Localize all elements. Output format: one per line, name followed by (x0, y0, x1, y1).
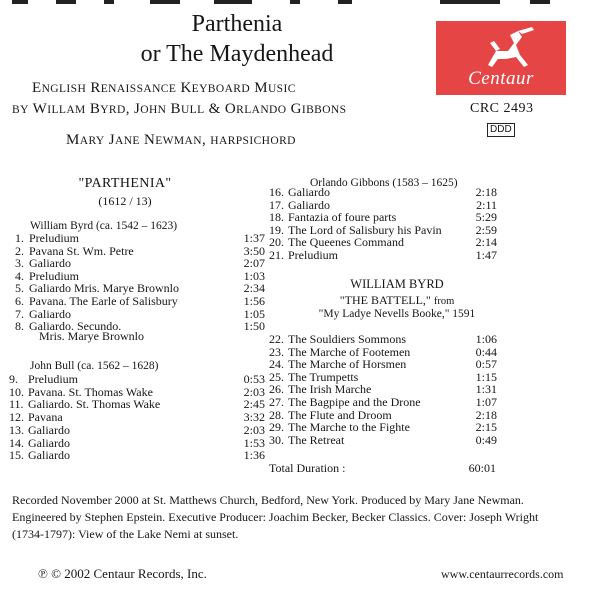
track-title: Galiardo (28, 422, 70, 437)
track-duration: 1:06 (475, 332, 497, 346)
track-duration: 2:07 (243, 256, 265, 271)
track-number: 26. (269, 382, 284, 397)
track-duration: 3:50 (243, 243, 265, 258)
track-number: 6. (15, 294, 24, 308)
track-title: The Retreat (288, 432, 345, 447)
track-duration: 2:03 (243, 422, 265, 437)
logo-text: Centaur (468, 68, 534, 89)
track-duration: 1:37 (243, 231, 265, 245)
track-number: 19. (269, 222, 284, 237)
track-number: 2. (15, 243, 24, 258)
track-title: Pavana. The Earle of Salisbury (29, 294, 178, 308)
track-number: 25. (269, 369, 284, 384)
ddd-badge: DDD (487, 123, 515, 137)
centaur-figure-icon (436, 21, 566, 71)
track-duration: 2:34 (243, 281, 265, 296)
track-number: 9. (9, 372, 18, 386)
track-number: 18. (269, 210, 284, 225)
track-duration: 0:57 (475, 357, 497, 372)
track-number: 24. (269, 357, 284, 372)
track-title: The Marche of Horsmen (288, 357, 407, 372)
track-duration: 1:07 (475, 395, 497, 409)
track-title: Preludium (288, 248, 338, 262)
track-duration: 2:18 (475, 185, 497, 199)
track-number: 7. (15, 306, 24, 321)
track-title: Pavana St. Wm. Petre (29, 243, 134, 258)
centaur-logo (436, 21, 566, 95)
track-title: The Marche to the Fighte (288, 420, 410, 435)
track-duration: 1:53 (243, 435, 265, 450)
track-duration: 1:15 (475, 369, 497, 384)
track-title: Preludium (29, 231, 79, 245)
track-number: 30. (269, 432, 284, 447)
track-number: 12. (9, 410, 24, 425)
track-duration: 0:53 (243, 372, 265, 386)
website: www.centaurrecords.com (441, 567, 564, 581)
track-duration: 0:49 (475, 432, 497, 447)
track-number: 1. (15, 231, 24, 245)
track-title: Galiardo (29, 306, 71, 321)
track-title: The Bagpipe and the Drone (288, 395, 421, 409)
track-number: 15. (9, 448, 24, 463)
track-number: 3. (15, 256, 24, 271)
track-duration: 2:59 (475, 222, 497, 237)
track-title: Galiardo (28, 448, 70, 463)
track-duration: 2:03 (243, 384, 265, 399)
track-number: 20. (269, 235, 284, 250)
track-title: The Marche of Footemen (288, 344, 411, 359)
track-title: The Lord of Salisbury his Pavin (288, 222, 442, 237)
track-number: 10. (9, 384, 24, 399)
track-title: Galiardo (29, 256, 71, 271)
track-title: The Queenes Command (288, 235, 404, 250)
track-duration: 1:03 (243, 268, 265, 283)
track-title: The Flute and Droom (288, 407, 392, 422)
track-title: Galiardo (28, 435, 70, 450)
track-duration: 2:18 (475, 407, 497, 422)
track-number: 14. (9, 435, 24, 450)
parthenia-date: (1612 / 13) (98, 194, 152, 208)
battell-from: from (433, 296, 455, 307)
track-number: 22. (269, 332, 284, 346)
track-duration: 2:14 (475, 235, 497, 250)
parthenia-heading: "PARTHENIA" (78, 176, 172, 191)
total-duration-value: 60:01 (468, 461, 496, 475)
track-number: 4. (15, 268, 24, 283)
credits-line-2: Engineered by Stephen Epstein. Executive Producer: Joachim Becker, Becker Classics. Cover: Joseph Wright (12, 510, 539, 524)
track-duration: 1:36 (243, 448, 265, 463)
track-duration: 1:47 (475, 248, 497, 262)
track-number: 11. (9, 397, 24, 412)
track-number: 8. (15, 319, 24, 334)
track-title: Pavana. St. Thomas Wake (28, 384, 153, 399)
track-title: The Souldiers Sommons (288, 332, 407, 346)
track-title: Galiardo (288, 185, 330, 199)
track-duration: 2:45 (243, 397, 265, 412)
track-duration: 1:50 (243, 319, 265, 334)
performer-line: MARY JANE NEWMAN, HARPSICHORD (66, 132, 296, 148)
composer-bull: John Bull (ca. 1562 – 1628) (30, 360, 159, 372)
composers-line: BY WILLAM BYRD, JOHN BULL & ORLANDO GIBBONS (12, 101, 347, 117)
track-title: Galiardo Mris. Marye Brownlo (29, 281, 179, 296)
track-duration: 5:29 (475, 210, 497, 225)
track-number: 16. (269, 185, 284, 199)
total-duration-label: Total Duration : (269, 461, 346, 475)
battell-source: "My Ladye Nevells Booke," 1591 (318, 308, 476, 320)
credits (12, 492, 587, 543)
album-title: Parthenia (191, 11, 283, 37)
catalog-number: CRC 2493 (470, 101, 534, 116)
composer-gibbons: Orlando Gibbons (1583 – 1625) (310, 177, 458, 189)
track-duration: 1:05 (243, 306, 265, 321)
battell-composer: WILLIAM BYRD (350, 277, 444, 291)
battell-title-text: "THE BATTELL," (339, 293, 431, 307)
track-number: 29. (269, 420, 284, 435)
battell-title (272, 293, 522, 308)
track-duration: 1:56 (243, 294, 265, 308)
track-number: 13. (9, 422, 24, 437)
track-number: 23. (269, 344, 284, 359)
copyright: ℗ © 2002 Centaur Records, Inc. (38, 566, 207, 581)
album-subtitle: or The Maydenhead (140, 41, 334, 67)
track-title: Pavana (28, 410, 63, 425)
track-duration: 2:11 (476, 197, 497, 212)
track-title: Galiardo (288, 197, 330, 212)
track-duration: 3:32 (243, 410, 265, 425)
track-duration: 2:15 (475, 420, 497, 435)
credits-line-1: Recorded November 2000 at St. Matthews Church, Bedford, New York. Produced by Mary Jane Newman. (12, 493, 524, 507)
track-title: The Irish Marche (288, 382, 372, 397)
composer-byrd: William Byrd (ca. 1542 – 1623) (30, 220, 178, 232)
track-title: Preludium (28, 372, 78, 386)
track-8-continuation: Mris. Marye Brownlo (39, 329, 144, 343)
track-number: 21. (269, 248, 284, 262)
track-title: The Trumpetts (288, 369, 359, 384)
track-number: 27. (269, 395, 284, 409)
credits-line-3: (1734-1797): View of the Lake Nemi at sunset. (12, 527, 239, 541)
track-number: 28. (269, 407, 284, 422)
track-title: Galiardo. St. Thomas Wake (28, 397, 161, 412)
track-number: 5. (15, 281, 24, 296)
track-duration: 1:31 (475, 382, 497, 397)
track-title: Preludium (29, 268, 79, 283)
track-title: Galiardo. Secundo. (29, 319, 122, 334)
top-edge-strip (0, 0, 593, 6)
track-number: 17. (269, 197, 284, 212)
track-title: Fantazia of foure parts (288, 210, 397, 225)
track-duration: 0:44 (475, 344, 497, 359)
genre-line: ENGLISH RENAISSANCE KEYBOARD MUSIC (32, 80, 296, 96)
